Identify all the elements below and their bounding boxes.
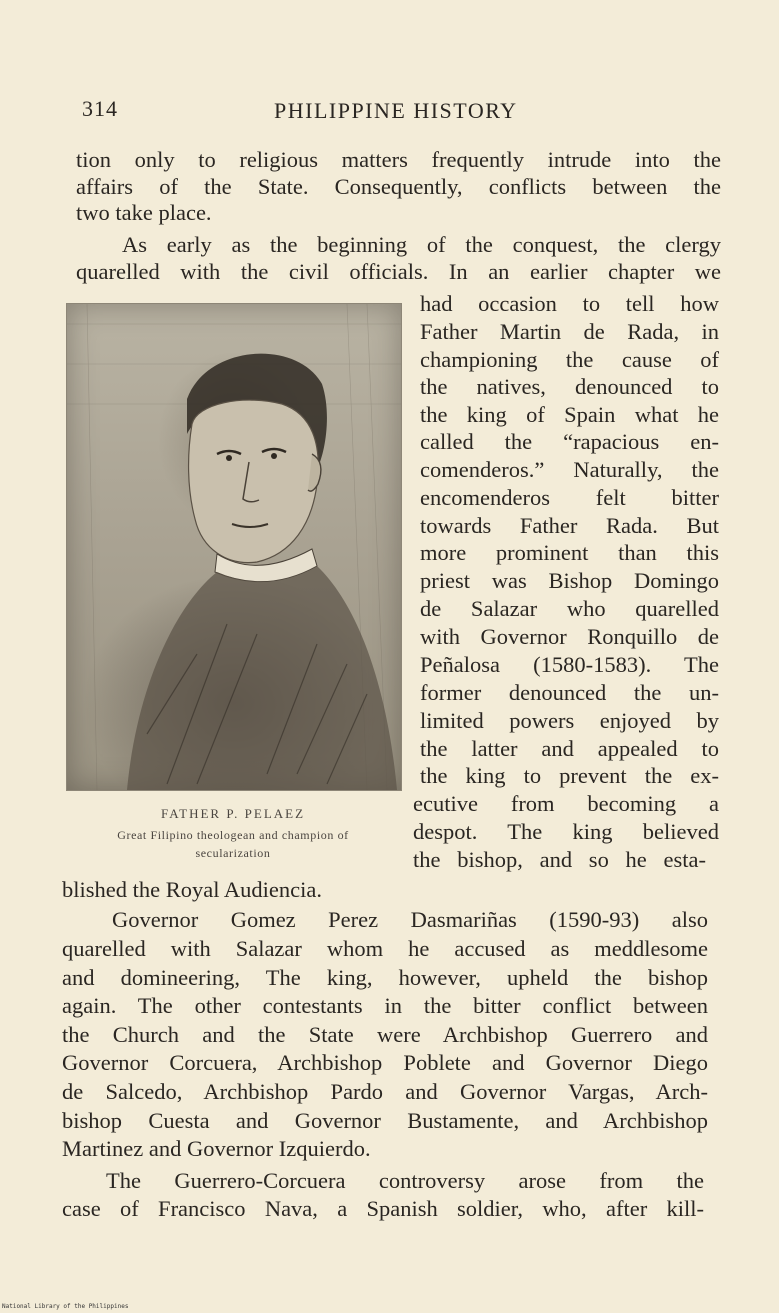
text-line: comenderos.” Naturally, the	[420, 457, 719, 482]
text-line: championing the cause of	[420, 347, 719, 372]
page-number: 314	[82, 96, 118, 121]
text-line: The Guerrero-Corcuera controversy arose from the	[106, 1168, 704, 1193]
text-line: had occasion to tell how	[420, 291, 719, 316]
library-stamp: National Library of the Philippines	[2, 1303, 129, 1310]
portrait-illustration	[67, 304, 401, 790]
text-line: tion only to religious matters frequently intrude into the	[76, 147, 721, 172]
text-line: the king to prevent the ex-	[420, 763, 719, 788]
text-line: more prominent than this	[420, 540, 719, 565]
text-line: towards Father Rada. But	[420, 513, 719, 538]
text-line: Governor Corcuera, Archbishop Poblete and Governor Diego	[62, 1050, 708, 1075]
figure-caption-line: secularization	[195, 846, 271, 860]
text-line: again. The other contestants in the bitter conflict between	[62, 993, 708, 1018]
figure-caption-text	[60, 826, 406, 862]
portrait-image	[66, 303, 402, 791]
text-line: limited powers enjoyed by	[420, 708, 719, 733]
text-line: de Salazar who quarelled	[420, 596, 719, 621]
text-line: encomenderos felt bitter	[420, 485, 719, 510]
text-line: former denounced the un-	[420, 680, 719, 705]
page-header	[78, 96, 719, 128]
text-line: affairs of the State. Consequently, conflicts between the	[76, 174, 721, 199]
text-line: the bishop, and so he esta-	[413, 847, 706, 872]
text-line: the natives, denounced to	[420, 374, 719, 399]
text-line: and domineering, The king, however, upheld the bishop	[62, 965, 708, 990]
text-line: the king of Spain what he	[420, 402, 719, 427]
text-line: quarelled with Salazar whom he accused as meddlesome	[62, 936, 708, 961]
text-line: the Church and the State were Archbishop Guerrero and	[62, 1022, 708, 1047]
text-line: Peñalosa (1580-1583). The	[420, 652, 719, 677]
figure-caption-line: Great Filipino theologean and champion of	[117, 828, 349, 842]
text-line: priest was Bishop Domingo	[420, 568, 719, 593]
text-line: case of Francisco Nava, a Spanish soldier, who, after kill-	[62, 1196, 704, 1221]
text-line: As early as the beginning of the conquest, the clergy	[122, 232, 721, 257]
text-line: the latter and appealed to	[420, 736, 719, 761]
figure-caption-title: FATHER P. PELAEZ	[160, 806, 306, 821]
text-line: called the “rapacious en-	[420, 429, 719, 454]
text-line: Martinez and Governor Izquierdo.	[62, 1136, 371, 1161]
running-head: PHILIPPINE HISTORY	[274, 98, 518, 123]
text-line: with Governor Ronquillo de	[420, 624, 719, 649]
text-line: Governor Gomez Perez Dasmariñas (1590-93) also	[112, 907, 708, 932]
text-line: despot. The king believed	[413, 819, 719, 844]
text-line: de Salcedo, Archbishop Pardo and Governor Vargas, Arch-	[62, 1079, 708, 1104]
text-line: ecutive from becoming a	[413, 791, 719, 816]
text-line: quarelled with the civil officials. In an earlier chapter we	[76, 259, 721, 284]
text-line: Father Martin de Rada, in	[420, 319, 719, 344]
text-line: two take place.	[76, 200, 212, 225]
text-line: blished the Royal Audiencia.	[62, 877, 322, 902]
text-line: bishop Cuesta and Governor Bustamente, and Archbishop	[62, 1108, 708, 1133]
